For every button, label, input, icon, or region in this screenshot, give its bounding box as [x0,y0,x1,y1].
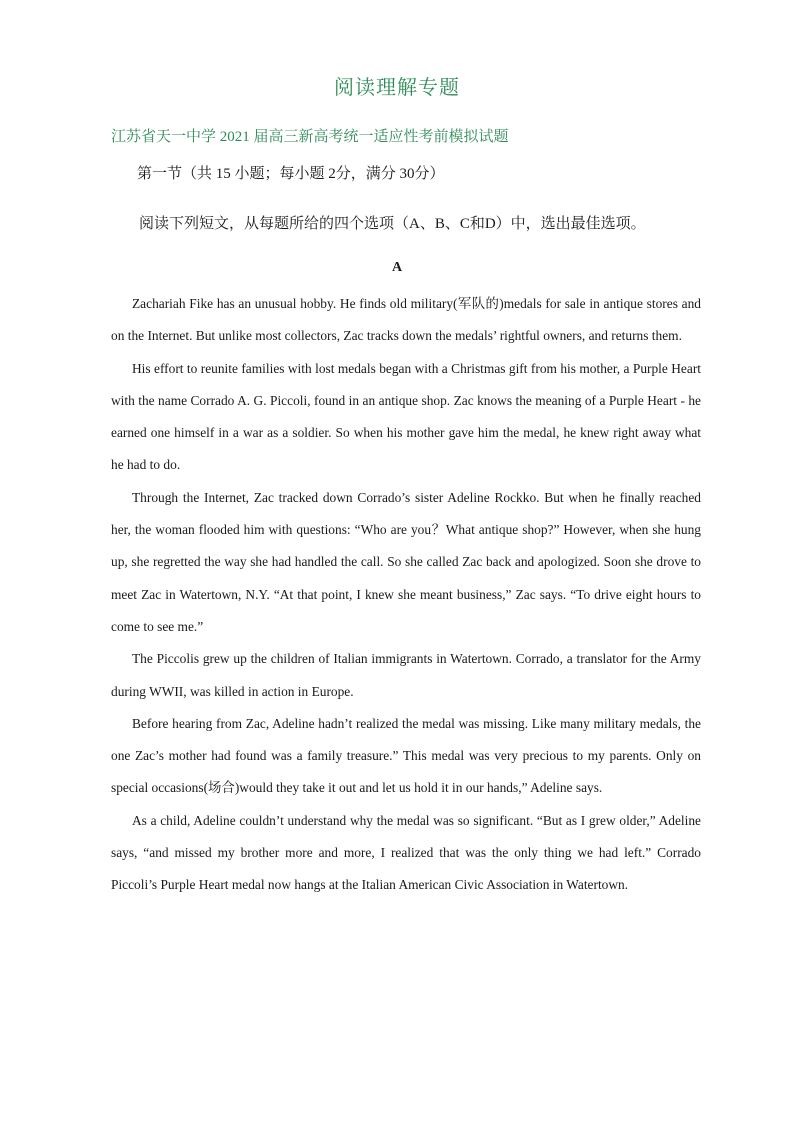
exam-subtitle: 江苏省天一中学 2021 届高三新高考统一适应性考前模拟试题 [111,129,509,145]
paragraph: Before hearing from Zac, Adeline hadn’t realized the medal was missing. Like many military medals, the one Zac’s mother had found was a family treasure.” This medal was very precious to my parents. Only on special occasions(场合)would they take it out and let us hold it in our hands,” Adeline says. [111,715,701,796]
section-info: 第一节（共 15 小题；每小题 2分，满分 30分） [137,166,445,182]
instruction-text: 阅读下列短文，从每题所给的四个选项（A、B、C和D）中，选出最佳选项。 [139,216,646,232]
passage-label: A [391,260,403,275]
paragraph: His effort to reunite families with lost medals began with a Christmas gift from his mother, a Purple Heart with the name Corrado A. G. Piccoli, found in an antique shop. Zac knows the meaning of a Purple Heart - he earned one himself in a war as a soldier. So when his mother gave him the medal, he knew right away what he had to do. [111,360,701,473]
paragraph: Through the Internet, Zac tracked down Corrado’s sister Adeline Rockko. But when he finally reached her, the woman flooded him with questions: “Who are you？What antique shop?” However, when she hung up, she regretted the way she had handled the call. So she called Zac back and apologized. Soon she drove to meet Zac in Watertown, N.Y. “At that point, I knew she meant business,” Zac says. “To drive eight hours to come to see me.” [111,489,701,634]
page-title: 阅读理解专题 [334,77,460,99]
paragraph: The Piccolis grew up the children of Italian immigrants in Watertown. Corrado, a translator for the Army during WWII, was killed in action in Europe. [111,651,701,699]
paragraph: As a child, Adeline couldn’t understand why the medal was so significant. “But as I grew older,” Adeline says, “and missed my brother more and more, I realized that was the only thing we had left.” Corrado Piccoli’s Purple Heart medal now hangs at the Italian American Civic Association in Watertown. [111,812,701,893]
paragraph: Zachariah Fike has an unusual hobby. He finds old military(军队的)medals for sale in antique stores and on the Internet. But unlike most collectors, Zac tracks down the medals’ rightful owners, and returns them. [111,296,701,344]
passage-body [111,288,701,902]
